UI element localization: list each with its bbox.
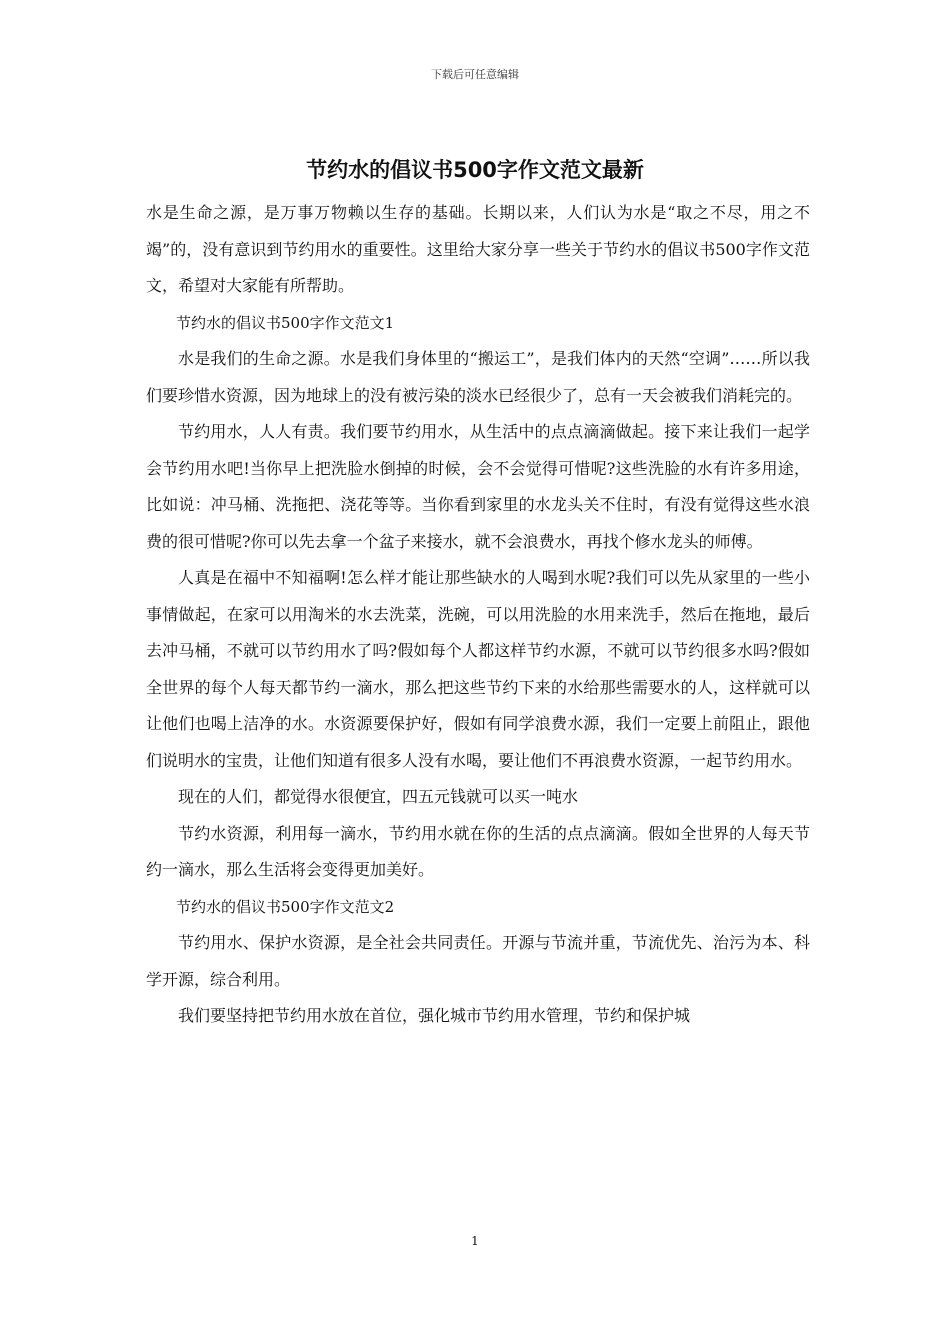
intro-paragraph: 水是生命之源，是万事万物赖以生存的基础。长期以来，人们认为水是“取之不尽，用之不竭”的，没有意识到节约用水的重要性。这里给大家分享一些关于节约水的倡议书500字作文范文，希望对大家能有所帮助。 (146, 203, 810, 295)
page-header: 下载后可任意编辑 (431, 68, 519, 81)
page-number: 1 (471, 1234, 479, 1248)
paragraph-1: 水是我们的生命之源。水是我们身体里的“搬运工”，是我们体内的天然“空调”……所以我们要珍惜水资源，因为地球上的没有被污染的淡水已经很少了，总有一天会被我们消耗完的。 (146, 349, 810, 405)
paragraph-3: 人真是在福中不知福啊!怎么样才能让那些缺水的人喝到水呢?我们可以先从家里的一些小事情做起，在家可以用淘米的水去洗菜，洗碗，可以用洗脸的水用来洗手，然后在拖地，最后去冲马桶，不就可以节约用水了吗?假如每个人都这样节约水源，不就可以节约很多水吗?假如全世界的每个人每天都节约一滴水，那么把这些节约下来的水给那些需要水的人，这样就可以让他们也喝上洁净的水。水资源要保护好，假如有同学浪费水源，我们一定要上前阻止，跟他们说明水的宝贵，让他们知道有很多人没有水喝，要让他们不再浪费水资源，一起节约用水。 (146, 568, 810, 770)
document-body (146, 195, 810, 1035)
paragraph-7: 我们要坚持把节约用水放在首位，强化城市节约用水管理，节约和保护城 (178, 1006, 691, 1025)
essay-heading-1: 节约水的倡议书500字作文范文1 (176, 313, 395, 332)
paragraph-6: 节约用水、保护水资源，是全社会共同责任。开源与节流并重，节流优先、治污为本、科学开源，综合利用。 (146, 933, 810, 989)
document-title: 节约水的倡议书500字作文范文最新 (306, 158, 644, 182)
paragraph-2: 节约用水，人人有责。我们要节约用水，从生活中的点点滴滴做起。接下来让我们一起学会节约用水吧!当你早上把洗脸水倒掉的时候，会不会觉得可惜呢?这些洗脸的水有许多用途，比如说：冲马桶、洗拖把、浇花等等。当你看到家里的水龙头关不住时，有没有觉得这些水浪费的很可惜呢?你可以先去拿一个盆子来接水，就不会浪费水，再找个修水龙头的师傅。 (146, 422, 810, 551)
essay-heading-2: 节约水的倡议书500字作文范文2 (176, 897, 395, 916)
paragraph-5: 节约水资源，利用每一滴水，节约用水就在你的生活的点点滴滴。假如全世界的人每天节约一滴水，那么生活将会变得更加美好。 (146, 823, 810, 879)
paragraph-4: 现在的人们，都觉得水很便宜，四五元钱就可以买一吨水 (178, 787, 579, 806)
